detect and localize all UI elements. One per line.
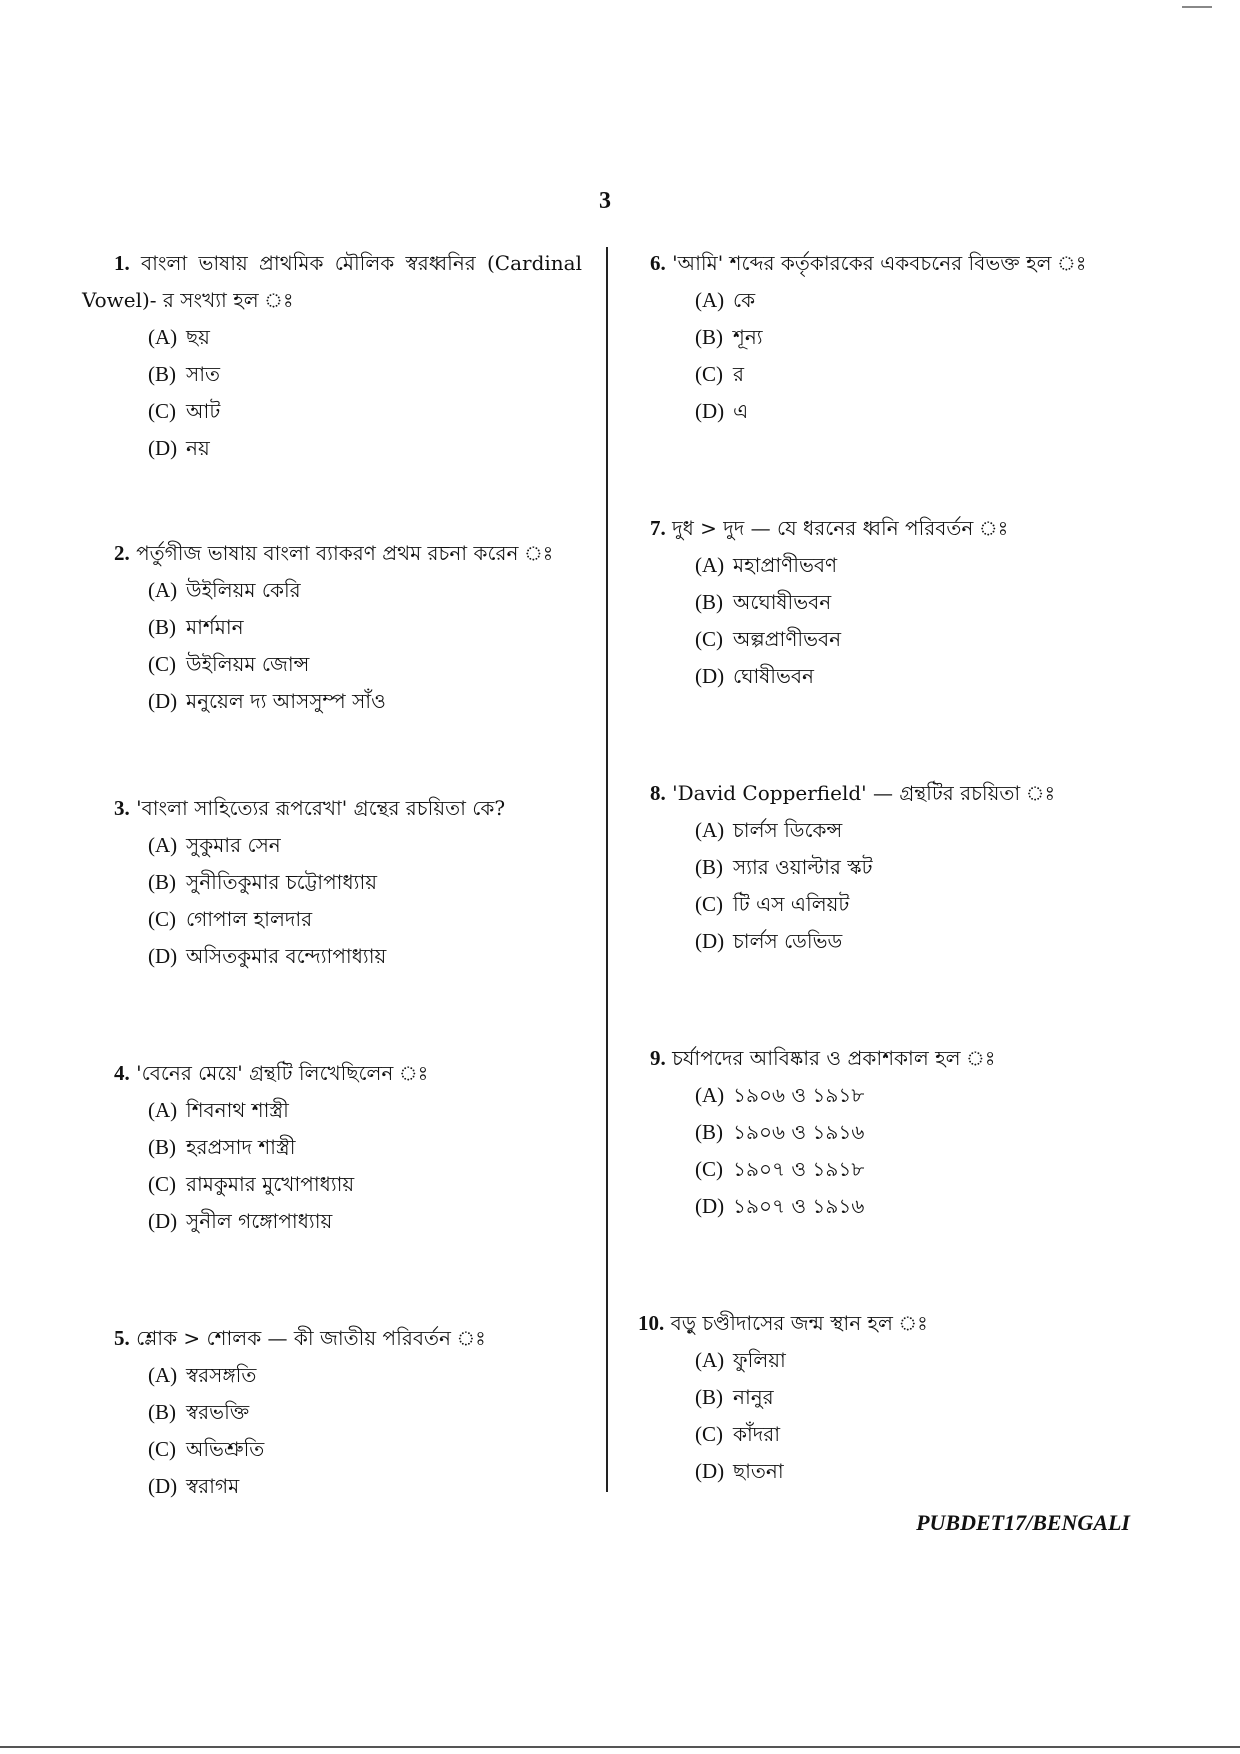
question-stem [82,245,582,319]
options-list [650,812,1120,960]
option[interactable] [82,609,582,646]
options-list [82,319,582,467]
option[interactable] [82,1129,582,1166]
option-text: স্যার ওয়াল্টার স্কট [733,855,873,879]
option-text: শূন্য [733,325,763,349]
option-text: ১৯০৭ ও ১৯১৬ [733,1194,865,1218]
option[interactable] [82,683,582,720]
option-label: (B) [148,870,176,894]
option[interactable] [82,572,582,609]
option-text: অসিতকুমার বন্দ্যোপাধ্যায় [186,944,387,968]
question-number: 5. [114,1326,130,1350]
option-label: (C) [148,1437,176,1461]
option-text: এ [733,399,749,423]
question-10 [638,1305,1120,1490]
option-text: চার্লস ডিকেন্স [733,818,843,842]
option[interactable] [82,864,582,901]
option[interactable] [650,1151,1120,1188]
option[interactable] [82,901,582,938]
options-list [650,282,1120,430]
option-label: (C) [148,907,176,931]
option[interactable] [82,827,582,864]
option-text: স্বরাগম [186,1474,240,1498]
option-label: (C) [695,1157,723,1181]
option-text: অল্পপ্রাণীভবন [733,627,842,651]
option-label: (D) [148,436,178,460]
option-text: আট [186,399,221,423]
question-7 [650,510,1120,695]
question-stem [650,1040,1120,1077]
question-number: 3. [114,796,130,820]
option-label: (B) [148,1400,176,1424]
option-label: (C) [148,1172,176,1196]
option-label: (C) [695,627,723,651]
question-6 [650,245,1120,430]
question-1 [82,245,582,467]
option-text: র [733,362,745,386]
options-list [650,1342,1120,1490]
option-label: (D) [695,1459,725,1483]
option-text: সাত [186,362,221,386]
options-list [650,1077,1120,1225]
option[interactable] [650,1453,1120,1490]
option[interactable] [650,1188,1120,1225]
options-list [82,827,582,975]
question-stem [82,790,582,827]
option[interactable] [650,584,1120,621]
option[interactable] [650,812,1120,849]
question-number: 9. [650,1046,666,1070]
question-number: 10. [638,1311,665,1335]
option[interactable] [650,621,1120,658]
option[interactable] [650,356,1120,393]
option-text: কাঁদরা [733,1422,781,1446]
option[interactable] [650,1342,1120,1379]
question-stem [82,1320,582,1357]
options-list [82,572,582,720]
option-label: (B) [695,590,723,614]
option-label: (A) [695,553,725,577]
page-number: 3 [599,188,611,214]
column-divider [606,247,608,1492]
question-4 [82,1055,582,1240]
question-text: পর্তুগীজ ভাষায় বাংলা ব্যাকরণ প্রথম রচনা করেন ঃ [136,541,554,565]
scan-mark [1182,6,1212,8]
option[interactable] [82,1468,582,1505]
option-text: ১৯০৬ ও ১৯১৬ [733,1120,865,1144]
option-text: ১৯০৭ ও ১৯১৮ [733,1157,865,1181]
option-label: (B) [148,362,176,386]
option[interactable] [82,430,582,467]
option-text: সুকুমার সেন [186,833,281,857]
question-number: 4. [114,1061,130,1085]
option-label: (D) [695,399,725,423]
option[interactable] [650,923,1120,960]
option-label: (B) [148,1135,176,1159]
question-text: 'বাংলা সাহিত্যের রূপরেখা' গ্রন্থের রচয়িতা কে? [136,796,506,820]
option[interactable] [650,319,1120,356]
question-8 [650,775,1120,960]
option[interactable] [82,1394,582,1431]
option-text: স্বরসঙ্গতি [186,1363,257,1387]
option-label: (A) [695,818,725,842]
question-text: বাংলা ভাষায় প্রাথমিক মৌলিক স্বরধ্বনির (Cardinal Vowel)- র সংখ্যা হল ঃ [82,251,582,312]
option-text: অভিশ্রুতি [186,1437,265,1461]
option-label: (A) [695,288,725,312]
option-label: (D) [148,1209,178,1233]
option-text: শিবনাথ শাস্ত্রী [186,1098,289,1122]
question-number: 6. [650,251,666,275]
question-9 [650,1040,1120,1225]
option[interactable] [650,658,1120,695]
option-label: (B) [695,1385,723,1409]
option[interactable] [82,356,582,393]
option[interactable] [650,1379,1120,1416]
option[interactable] [82,1166,582,1203]
option-label: (C) [148,652,176,676]
option-text: মনুয়েল দ্য আসসুম্প সাঁও [186,689,386,713]
option-label: (A) [148,325,178,349]
option-text: নানুর [733,1385,774,1409]
option-label: (D) [695,1194,725,1218]
question-5 [82,1320,582,1505]
question-text: শ্লোক > শোলক — কী জাতীয় পরিবর্তন ঃ [136,1326,486,1350]
option-label: (C) [695,892,723,916]
option-text: টি এস এলিয়ট [733,892,850,916]
option[interactable] [650,886,1120,923]
option-text: ঘোষীভবন [733,664,814,688]
option-text: সুনীতিকুমার চট্টোপাধ্যায় [186,870,378,894]
question-2 [82,535,582,720]
option[interactable] [650,849,1120,886]
question-number: 2. [114,541,130,565]
option[interactable] [650,1114,1120,1151]
option[interactable] [650,282,1120,319]
option-text: নয় [186,436,210,460]
option-label: (B) [148,615,176,639]
question-stem [82,535,582,572]
option-text: মার্শমান [186,615,244,639]
footer-code: PUBDET17/BENGALI [916,1510,1130,1535]
option-text: ১৯০৬ ও ১৯১৮ [733,1083,865,1107]
option[interactable] [82,938,582,975]
option-label: (D) [148,944,178,968]
option-text: গোপাল হালদার [186,907,313,931]
option-text: ছয় [186,325,210,349]
option[interactable] [650,547,1120,584]
question-3 [82,790,582,975]
options-list [82,1357,582,1505]
question-number: 7. [650,516,666,540]
option[interactable] [82,1357,582,1394]
option-label: (A) [148,1098,178,1122]
options-list [82,1092,582,1240]
option-label: (B) [695,855,723,879]
option[interactable] [82,319,582,356]
question-text: 'বেনের মেয়ে' গ্রন্থটি লিখেছিলেন ঃ [136,1061,429,1085]
question-stem [650,510,1120,547]
question-stem [650,775,1120,812]
question-text: বড়ু চণ্ডীদাসের জন্ম স্থান হল ঃ [670,1311,928,1335]
option-text: স্বরভক্তি [186,1400,250,1424]
option-label: (A) [695,1348,725,1372]
option-text: কে [733,288,756,312]
option-label: (A) [148,833,178,857]
option-label: (A) [148,1363,178,1387]
question-number: 1. [114,251,130,275]
option[interactable] [82,1203,582,1240]
option-text: অঘোষীভবন [733,590,832,614]
option-label: (C) [695,362,723,386]
option-label: (D) [695,929,725,953]
option-label: (A) [148,578,178,602]
question-stem [82,1055,582,1092]
option-label: (B) [695,325,723,349]
option[interactable] [650,1077,1120,1114]
option[interactable] [82,1431,582,1468]
question-stem [650,245,1120,282]
question-text: 'David Copperfield' — গ্রন্থটির রচয়িতা ঃ [672,781,1056,805]
option-label: (C) [695,1422,723,1446]
option-label: (C) [148,399,176,423]
option-text: চার্লস ডেভিড [733,929,843,953]
option-label: (D) [695,664,725,688]
option[interactable] [82,1092,582,1129]
option-label: (D) [148,689,178,713]
question-text: চর্যাপদের আবিষ্কার ও প্রকাশকাল হল ঃ [672,1046,996,1070]
option[interactable] [82,646,582,683]
option-text: রামকুমার মুখোপাধ্যায় [186,1172,355,1196]
option[interactable] [650,1416,1120,1453]
option[interactable] [650,393,1120,430]
question-stem [638,1305,1120,1342]
option-text: হরপ্রসাদ শাস্ত্রী [186,1135,296,1159]
option-text: সুনীল গঙ্গোপাধ্যায় [186,1209,333,1233]
option-text: ফুলিয়া [733,1348,786,1372]
option-text: উইলিয়ম কেরি [186,578,301,602]
options-list [650,547,1120,695]
option-label: (B) [695,1120,723,1144]
option[interactable] [82,393,582,430]
option-text: উইলিয়ম জোন্স [186,652,310,676]
bottom-rule [0,1746,1240,1748]
question-number: 8. [650,781,666,805]
option-text: ছাতনা [733,1459,784,1483]
question-text: দুধ > দুদ — যে ধরনের ধ্বনি পরিবর্তন ঃ [672,516,1009,540]
question-text: 'আমি' শব্দের কর্তৃকারকের একবচনের বিভক্ত হল ঃ [672,251,1087,275]
option-label: (A) [695,1083,725,1107]
option-text: মহাপ্রাণীভবণ [733,553,838,577]
option-label: (D) [148,1474,178,1498]
